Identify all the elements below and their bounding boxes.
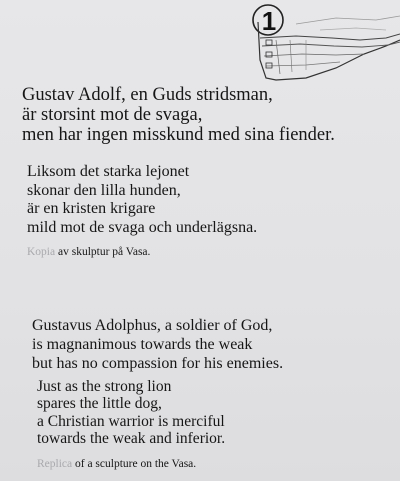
swedish-caption-faded: Kopia [27, 246, 56, 258]
swedish-title-line: Gustav Adolf, en Guds stridsman, [22, 85, 273, 105]
swedish-title-line: är storsint mot de svaga, [22, 105, 203, 125]
english-caption-faded: Replica [37, 458, 73, 470]
english-caption-text: of a sculpture on the Vasa. [72, 458, 197, 470]
english-verse-line: towards the weak and inferior. [37, 429, 226, 447]
swedish-caption [27, 245, 150, 259]
swedish-verse [27, 163, 257, 238]
english-title-line: but has no compassion for his enemies. [32, 355, 284, 372]
swedish-verse-line: skonar den lilla hunden, [27, 181, 181, 199]
english-caption [37, 457, 196, 471]
swedish-verse-line: är en kristen krigare [27, 200, 156, 218]
swedish-caption-text: av skulptur på Vasa. [55, 246, 151, 258]
swedish-verse-line: Liksom det starka lejonet [27, 163, 190, 180]
english-verse-line: a Christian warrior is merciful [37, 412, 225, 430]
english-title [32, 316, 283, 373]
location-number: 1 [261, 6, 277, 36]
english-verse-line: spares the little dog, [37, 395, 162, 413]
english-title-line: Gustavus Adolphus, a soldier of God, [32, 317, 273, 334]
english-title-line: is magnanimous towards the weak [32, 336, 253, 353]
swedish-title [22, 85, 335, 145]
english-verse [37, 378, 225, 447]
swedish-title-line: men har ingen misskund med sina fiender. [22, 125, 335, 145]
english-verse-line: Just as the strong lion [37, 378, 172, 395]
swedish-verse-line: mild mot de svaga och underlägsna. [27, 219, 258, 237]
